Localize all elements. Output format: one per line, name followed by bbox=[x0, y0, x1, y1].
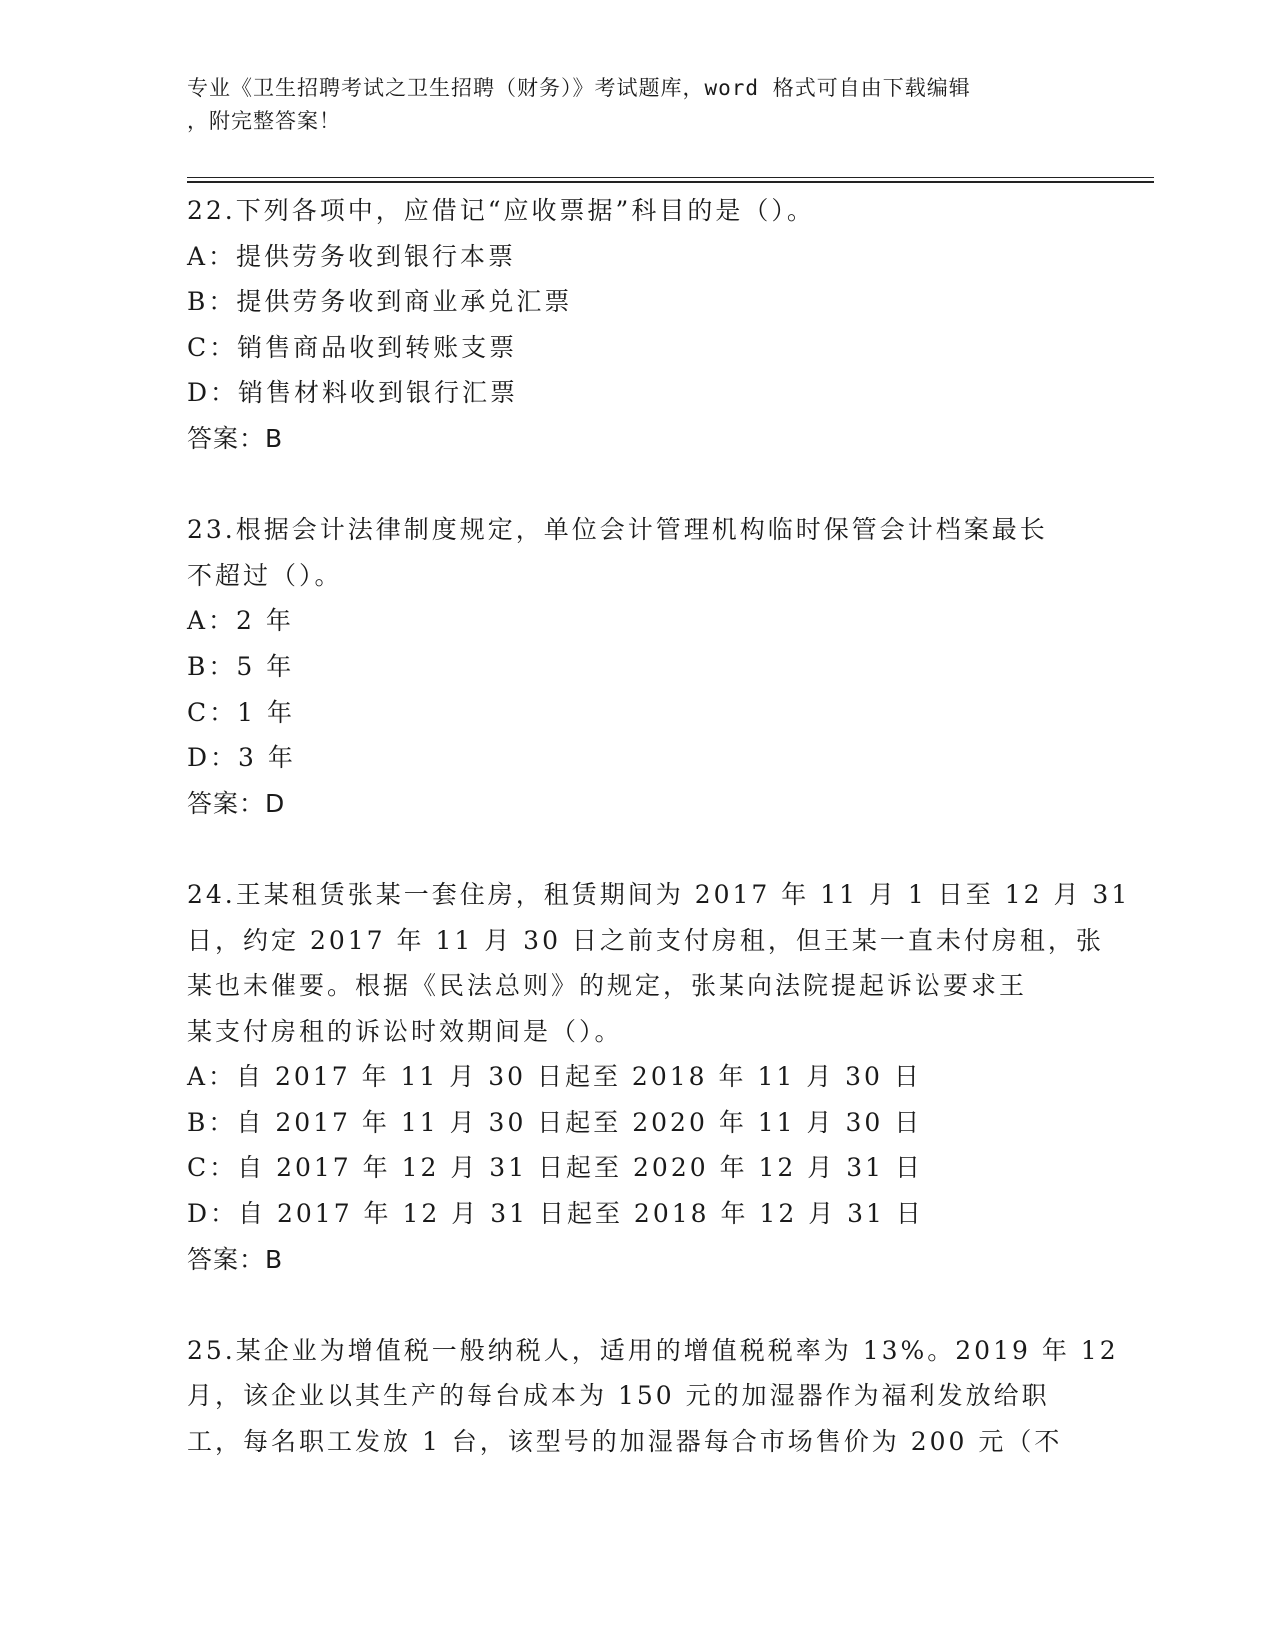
question-list bbox=[187, 188, 1131, 1465]
document-header bbox=[187, 72, 1087, 138]
option-a: A：提供劳务收到银行本票 bbox=[187, 241, 517, 271]
question-stem: 日，约定 2017 年 11 月 30 日之前支付房租，但王某一直未付房租，张 bbox=[187, 925, 1104, 955]
option-a: A：2 年 bbox=[187, 606, 294, 636]
question-stem: 23.根据会计法律制度规定，单位会计管理机构临时保管会计档案最长 bbox=[187, 515, 1048, 545]
question-25 bbox=[187, 1328, 1119, 1465]
question-stem: 工，每名职工发放 1 台，该型号的加湿器每合市场售价为 200 元（不 bbox=[187, 1427, 1063, 1457]
option-c: C：销售商品收到转账支票 bbox=[187, 332, 518, 362]
answer: 答案：B bbox=[187, 423, 284, 453]
option-b: B：自 2017 年 11 月 30 日起至 2020 年 11 月 30 日 bbox=[187, 1107, 923, 1137]
question-stem: 某也未催要。根据《民法总则》的规定，张某向法院提起诉讼要求王 bbox=[187, 971, 1028, 1001]
question-22 bbox=[187, 188, 1087, 462]
header-divider-thick bbox=[187, 181, 1154, 183]
option-c: C：自 2017 年 12 月 31 日起至 2020 年 12 月 31 日 bbox=[187, 1153, 923, 1183]
option-b: B：5 年 bbox=[187, 651, 295, 681]
question-stem: 25.某企业为增值税一般纳税人，适用的增值税税率为 13%。2019 年 12 bbox=[187, 1335, 1119, 1365]
header-divider-thin bbox=[187, 177, 1154, 178]
option-a: A：自 2017 年 11 月 30 日起至 2018 年 11 月 30 日 bbox=[187, 1062, 922, 1092]
question-stem: 22.下列各项中，应借记“应收票据”科目的是（）。 bbox=[187, 196, 815, 225]
header-line-1: 专业《卫生招聘考试之卫生招聘（财务）》考试题库，word 格式可自由下载编辑 bbox=[187, 76, 971, 100]
question-24 bbox=[187, 872, 1131, 1282]
question-stem: 不超过（）。 bbox=[187, 560, 343, 590]
question-stem: 某支付房租的诉讼时效期间是（）。 bbox=[187, 1016, 623, 1046]
question-stem: 月，该企业以其生产的每台成本为 150 元的加湿器作为福利发放给职 bbox=[187, 1381, 1050, 1411]
question-23 bbox=[187, 507, 1087, 826]
option-d: D：销售材料收到银行汇票 bbox=[187, 378, 519, 408]
question-stem: 24.王某租赁张某一套住房，租赁期间为 2017 年 11 月 1 日至 12 月 31 bbox=[187, 879, 1131, 909]
option-c: C：1 年 bbox=[187, 697, 295, 727]
header-line-2: ，附完整答案！ bbox=[187, 109, 341, 133]
option-b: B：提供劳务收到商业承兑汇票 bbox=[187, 287, 573, 317]
answer: 答案：B bbox=[187, 1244, 284, 1274]
option-d: D：自 2017 年 12 月 31 日起至 2018 年 12 月 31 日 bbox=[187, 1199, 924, 1229]
option-d: D：3 年 bbox=[187, 743, 296, 773]
answer: 答案：D bbox=[187, 788, 286, 818]
